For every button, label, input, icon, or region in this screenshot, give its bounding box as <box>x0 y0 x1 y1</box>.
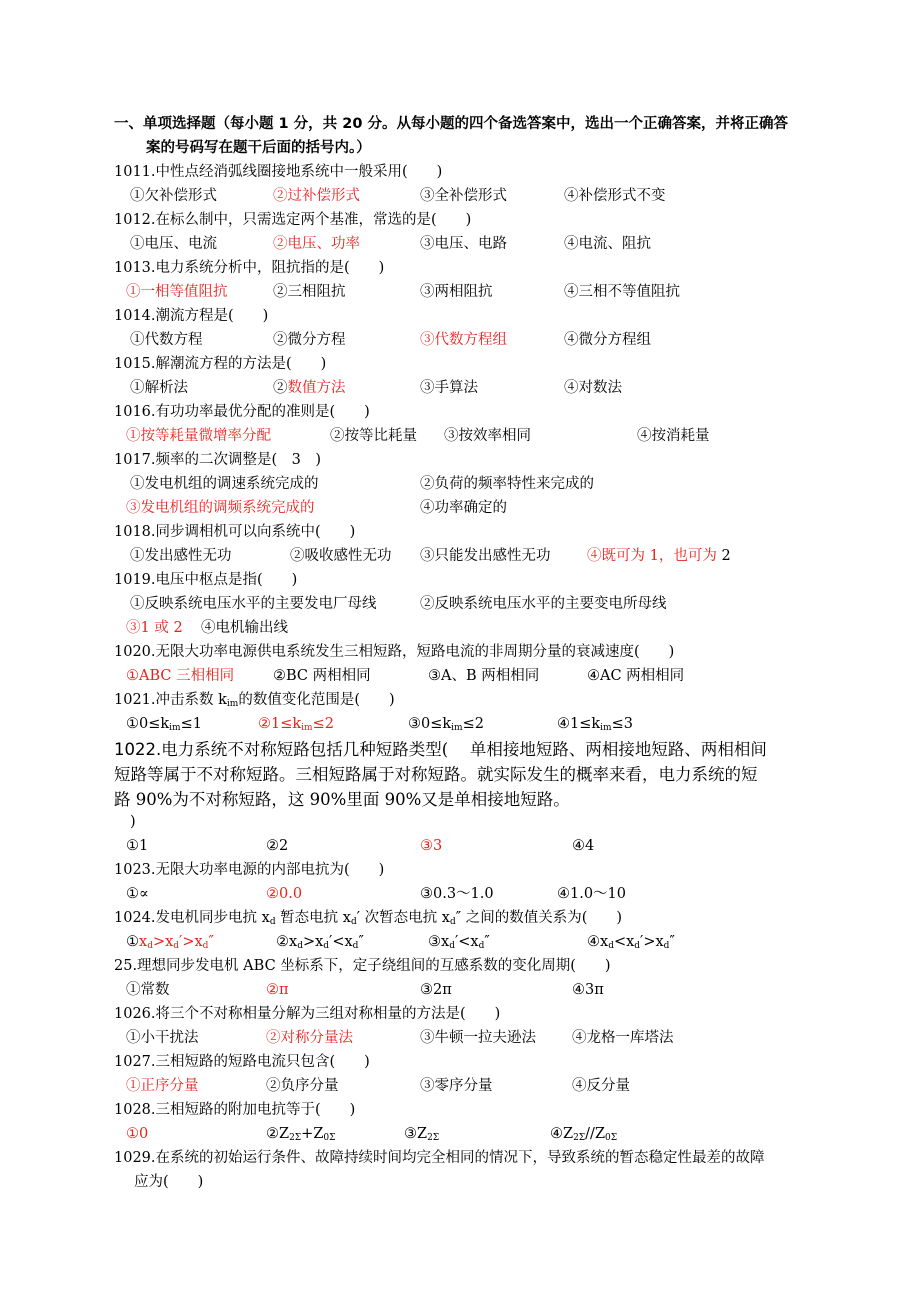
option: ①欠补偿形式 <box>130 188 217 204</box>
option: ②BC 两相相同 <box>273 668 371 684</box>
option-correct-text: ④既可为 1，也可为 <box>587 548 717 564</box>
option-correct: ③1 或 2 <box>126 620 183 636</box>
option-correct-text: 数值方法 <box>287 380 346 396</box>
question-1012: 1012.在标么制中，只需选定两个基准，常选的是( ) <box>114 212 472 228</box>
option-correct: ③3 <box>420 838 443 854</box>
option: ①电压、电流 <box>130 236 217 252</box>
option: $②Z_{2\Sigma}+Z_{0\Sigma}$ <box>266 1126 336 1143</box>
option-correct: ②电压、功率 <box>273 236 360 252</box>
question-1013: 1013.电力系统分析中，阻抗指的是( ) <box>114 260 385 276</box>
option: $③0\le k_{im}\le 2$ <box>408 716 484 733</box>
option: ④3π <box>572 982 604 998</box>
question-1018: 1018.同步调相机可以向系统中( ) <box>114 524 356 540</box>
option: ④对数法 <box>564 380 622 396</box>
option: ③手算法 <box>420 380 478 396</box>
question-1019: 1019.电压中枢点是指( ) <box>114 572 298 588</box>
option: ①代数方程 <box>130 332 203 348</box>
option: ④电流、阻抗 <box>564 236 651 252</box>
option: ③只能发出感性无功 <box>420 548 551 564</box>
option-correct: ①按等耗量微增率分配 <box>126 428 271 444</box>
option: ③全补偿形式 <box>420 188 507 204</box>
question-1017: 1017.频率的二次调整是( 3 ) <box>114 452 322 468</box>
question-1020: 1020.无限大功率电源供电系统发生三相短路，短路电流的非周期分量的衰减速度( ) <box>114 644 675 660</box>
question-1022-line-1: 1022.电力系统不对称短路包括几种短路类型( 单相接地短路、两相接地短路、两相相间 <box>114 740 767 759</box>
question-1027: 1027.三相短路的短路电流只包含( ) <box>114 1054 370 1070</box>
option-correct: $②1\le k_{im}\le 2$ <box>258 716 334 733</box>
option: ③零序分量 <box>420 1078 493 1094</box>
option: $④x_d<x_d'>x_d''$ <box>587 934 675 951</box>
option: ④反分量 <box>572 1078 630 1094</box>
option: ①解析法 <box>130 380 188 396</box>
option-correct: ①ABC 三相相同 <box>126 668 235 684</box>
question-25: 25.理想同步发电机 ABC 坐标系下，定子绕组间的互感系数的变化周期( ) <box>114 958 611 974</box>
question-1015: 1015.解潮流方程的方法是( ) <box>114 356 327 372</box>
option: ①发出感性无功 <box>130 548 232 564</box>
question-1029-line-1: 1029.在系统的初始运行条件、故障持续时间均完全相同的情况下，导致系统的暂态稳定性最差的故障 <box>114 1150 765 1166</box>
option-correct: ①一相等值阻抗 <box>126 284 228 300</box>
question-1028: 1028.三相短路的附加电抗等于( ) <box>114 1102 356 1118</box>
section-heading-line-2: 案的号码写在题干后面的括号内。） <box>146 140 371 156</box>
option: ④AC 两相相同 <box>587 668 685 684</box>
option: ③按效率相同 <box>444 428 531 444</box>
option-correct: ②对称分量法 <box>266 1030 353 1046</box>
option: ①发电机组的调速系统完成的 <box>130 476 319 492</box>
option: ④按消耗量 <box>637 428 710 444</box>
question-1029-line-2: 应为( ) <box>134 1174 204 1190</box>
option: $④1\le k_{im}\le 3$ <box>557 716 633 733</box>
option: $④Z_{2\Sigma}//Z_{0\Sigma}$ <box>550 1126 618 1143</box>
option: ④三相不等值阻抗 <box>564 284 680 300</box>
question-1026: 1026.将三个不对称相量分解为三组对称相量的方法是( ) <box>114 1006 501 1022</box>
option: ④功率确定的 <box>420 500 507 516</box>
option: ①小干扰法 <box>126 1030 199 1046</box>
option: $①0\le k_{im}\le 1$ <box>126 716 202 733</box>
option-correct: ①正序分量 <box>126 1078 199 1094</box>
option: ③牛顿一拉夫逊法 <box>420 1030 536 1046</box>
option: ③电压、电路 <box>420 236 507 252</box>
option: $③Z_{2\Sigma}$ <box>404 1126 440 1143</box>
question-1024: 1024.发电机同步电抗 $x_d$ 暂态电抗 $x_d'$ 次暂态电抗 $x_d''$ 之间的数值关系为( ) <box>114 910 623 927</box>
option-correct: ②π <box>266 982 289 998</box>
option: ②吸收感性无功 <box>290 548 392 564</box>
option: ④龙格一库塔法 <box>572 1030 674 1046</box>
question-1023: 1023.无限大功率电源的内部电抗为( ) <box>114 862 385 878</box>
option: ④既可为 1，也可为 2 <box>587 548 731 564</box>
option: ④1.0～10 <box>557 886 627 902</box>
option: ③两相阻抗 <box>420 284 493 300</box>
question-1011: 1011.中性点经消弧线圈接地系统中一般采用( ) <box>114 164 443 180</box>
option: ②负序分量 <box>266 1078 339 1094</box>
option: ②负荷的频率特性来完成的 <box>420 476 594 492</box>
option-correct: ②0.0 <box>266 886 303 902</box>
question-1021: 1021.冲击系数 $k_{im}$的数值变化范围是( ) <box>114 692 395 709</box>
option: $①x_d>x_d'>x_d''$ <box>126 934 214 951</box>
option-correct: ③发电机组的调频系统完成的 <box>126 500 315 516</box>
question-1022-line-2: 短路等属于不对称短路。三相短路属于对称短路。就实际发生的概率来看，电力系统的短 <box>114 765 758 784</box>
option: ④补偿形式不变 <box>564 188 666 204</box>
option-correct-text: $x_d>x_d'>x_d''$ <box>139 934 214 951</box>
section-heading-line-1: 一、单项选择题（每小题 1 分，共 20 分。从每小题的四个备选答案中，选出一个正确答案，并将正确答 <box>114 116 788 132</box>
option: ③2π <box>420 982 452 998</box>
option-correct: ②过补偿形式 <box>273 188 360 204</box>
option: ①常数 <box>126 982 170 998</box>
option: ①∝ <box>126 886 149 902</box>
option: $②x_d>x_d'<x_d''$ <box>276 934 364 951</box>
question-1022-paren: ) <box>130 814 136 830</box>
option: ②反映系统电压水平的主要变电所母线 <box>420 596 667 612</box>
option: $③x_d'<x_d''$ <box>428 934 490 951</box>
option: ①1 <box>126 838 149 854</box>
question-1014: 1014.潮流方程是( ) <box>114 308 269 324</box>
option: ②微分方程 <box>273 332 346 348</box>
option: ④微分方程组 <box>564 332 651 348</box>
option: ①反映系统电压水平的主要发电厂母线 <box>130 596 377 612</box>
option: ②按等比耗量 <box>330 428 417 444</box>
option: ②2 <box>266 838 289 854</box>
option-correct: ①0 <box>126 1126 149 1142</box>
option: ②数值方法 <box>273 380 346 396</box>
option-correct: ③代数方程组 <box>420 332 507 348</box>
option: ④电机输出线 <box>201 620 288 636</box>
option: ④4 <box>572 838 595 854</box>
option: ②三相阻抗 <box>273 284 346 300</box>
option: ③0.3～1.0 <box>420 886 494 902</box>
question-1022-line-3: 路 90%为不对称短路，这 90%里面 90%又是单相接地短路。 <box>114 790 570 809</box>
question-1016: 1016.有功功率最优分配的准则是( ) <box>114 404 370 420</box>
option: ③A、B 两相相同 <box>428 668 540 684</box>
